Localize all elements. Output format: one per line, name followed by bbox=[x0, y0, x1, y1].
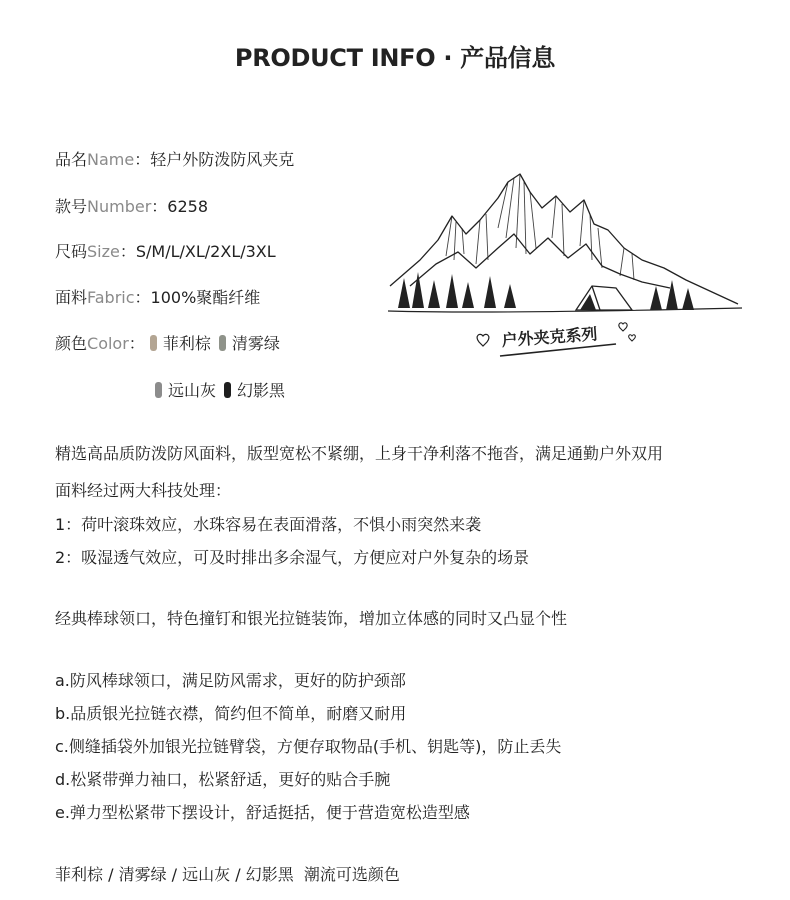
spec-color-sep: ： bbox=[128, 334, 145, 353]
color-swatch-brown bbox=[150, 335, 157, 351]
spec-fabric bbox=[55, 288, 260, 308]
spec-name-label-en: Name bbox=[87, 150, 135, 169]
color-swatch-green bbox=[219, 335, 226, 351]
color-name-green: 清雾绿 bbox=[231, 334, 280, 353]
spec-color-label-cn: 颜色 bbox=[55, 334, 88, 353]
spec-fabric-value: ：100%聚酯纤维 bbox=[134, 288, 261, 307]
feature-a: a.防风棒球领口，满足防风需求，更好的防护颈部 bbox=[55, 671, 406, 690]
color-options-footer: 菲利棕 / 清雾绿 / 远山灰 / 幻影黑 潮流可选颜色 bbox=[55, 865, 400, 884]
spec-number bbox=[55, 197, 208, 217]
feature-d: d.松紧带弹力袖口，松紧舒适，更好的贴合手腕 bbox=[55, 770, 391, 789]
spec-color-row-2 bbox=[155, 381, 285, 401]
spec-size-value: ：S/M/L/XL/2XL/3XL bbox=[119, 242, 276, 261]
feature-b: b.品质银光拉链衣襟，简约但不简单，耐磨又耐用 bbox=[55, 704, 407, 723]
color-name-black: 幻影黑 bbox=[237, 381, 286, 400]
spec-size bbox=[55, 242, 276, 262]
color-name-brown: 菲利棕 bbox=[162, 334, 211, 353]
illustration-caption: 户外夹克系列 bbox=[500, 324, 599, 350]
spec-number-label-en: Number bbox=[87, 197, 152, 216]
spec-name-value: ：轻户外防泼防风夹克 bbox=[134, 150, 295, 169]
page-title: PRODUCT INFO · 产品信息 bbox=[234, 44, 556, 72]
spec-fabric-label-cn: 面料 bbox=[55, 288, 88, 307]
tech-point-1: 1：荷叶滚珠效应，水珠容易在表面滑落，不惧小雨突然来袭 bbox=[55, 515, 482, 534]
color-name-grey: 远山灰 bbox=[168, 381, 217, 400]
color-swatch-black bbox=[224, 382, 231, 398]
feature-c: c.侧缝插袋外加银光拉链臂袋，方便存取物品(手机、钥匙等)，防止丢失 bbox=[55, 737, 562, 756]
spec-fabric-label-en: Fabric bbox=[87, 288, 135, 307]
spec-number-value: ：6258 bbox=[151, 197, 209, 216]
intro-text: 精选高品质防泼防风面料，版型宽松不紧绷，上身干净利落不拖沓，满足通勤户外双用 bbox=[55, 444, 664, 463]
spec-color bbox=[55, 334, 280, 354]
spec-name bbox=[55, 150, 294, 170]
feature-e: e.弹力型松紧带下摆设计，舒适挺括，便于营造宽松造型感 bbox=[55, 803, 470, 822]
collar-text: 经典棒球领口，特色撞钉和银光拉链装饰，增加立体感的同时又凸显个性 bbox=[55, 609, 568, 628]
color-swatch-grey bbox=[155, 382, 162, 398]
spec-color-label-en: Color bbox=[87, 334, 129, 353]
tech-point-2: 2：吸湿透气效应，可及时排出多余湿气，方便应对户外复杂的场景 bbox=[55, 548, 530, 567]
spec-name-label-cn: 品名 bbox=[55, 150, 88, 169]
spec-size-label-cn: 尺码 bbox=[55, 242, 88, 261]
spec-number-label-cn: 款号 bbox=[55, 197, 88, 216]
spec-size-label-en: Size bbox=[87, 242, 120, 261]
tech-heading: 面料经过两大科技处理： bbox=[55, 481, 232, 500]
mountain-illustration bbox=[380, 168, 750, 368]
